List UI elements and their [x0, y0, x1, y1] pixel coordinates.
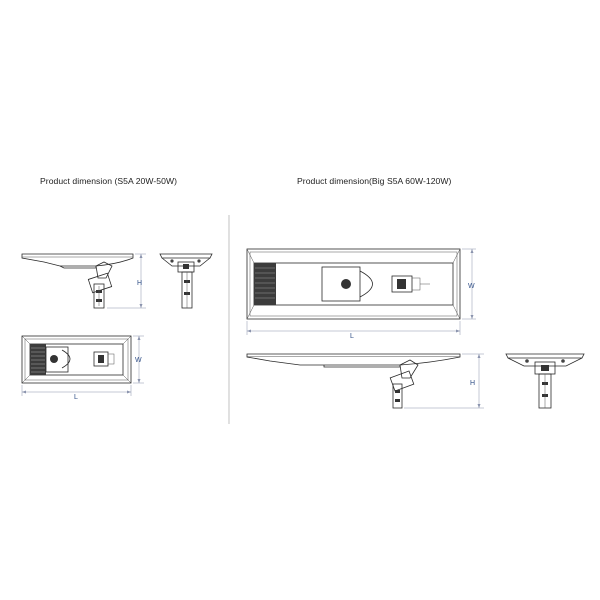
big-height-dimension: [404, 354, 484, 408]
small-height-dimension: [107, 254, 146, 308]
small-height-label: H: [137, 280, 143, 287]
big-length-dimension: [247, 321, 460, 340]
title-small-model: Product dimension (S5A 20W-50W): [40, 176, 178, 186]
big-height-label: H: [470, 380, 476, 387]
big-width-dimension: [462, 249, 476, 319]
big-side-view: [247, 354, 460, 408]
small-top-view: [22, 336, 131, 383]
small-length-label: L: [74, 394, 78, 401]
title-big-model: Product dimension(Big S5A 60W-120W): [297, 176, 452, 186]
small-width-label: W: [135, 357, 142, 364]
big-front-view: [506, 354, 584, 408]
big-width-label: W: [468, 283, 475, 290]
small-length-dimension: [22, 385, 131, 401]
small-side-view: [22, 254, 133, 308]
big-length-label: L: [350, 333, 354, 340]
big-top-view: [247, 249, 460, 319]
small-front-view: [160, 254, 212, 308]
small-width-dimension: [133, 336, 144, 383]
